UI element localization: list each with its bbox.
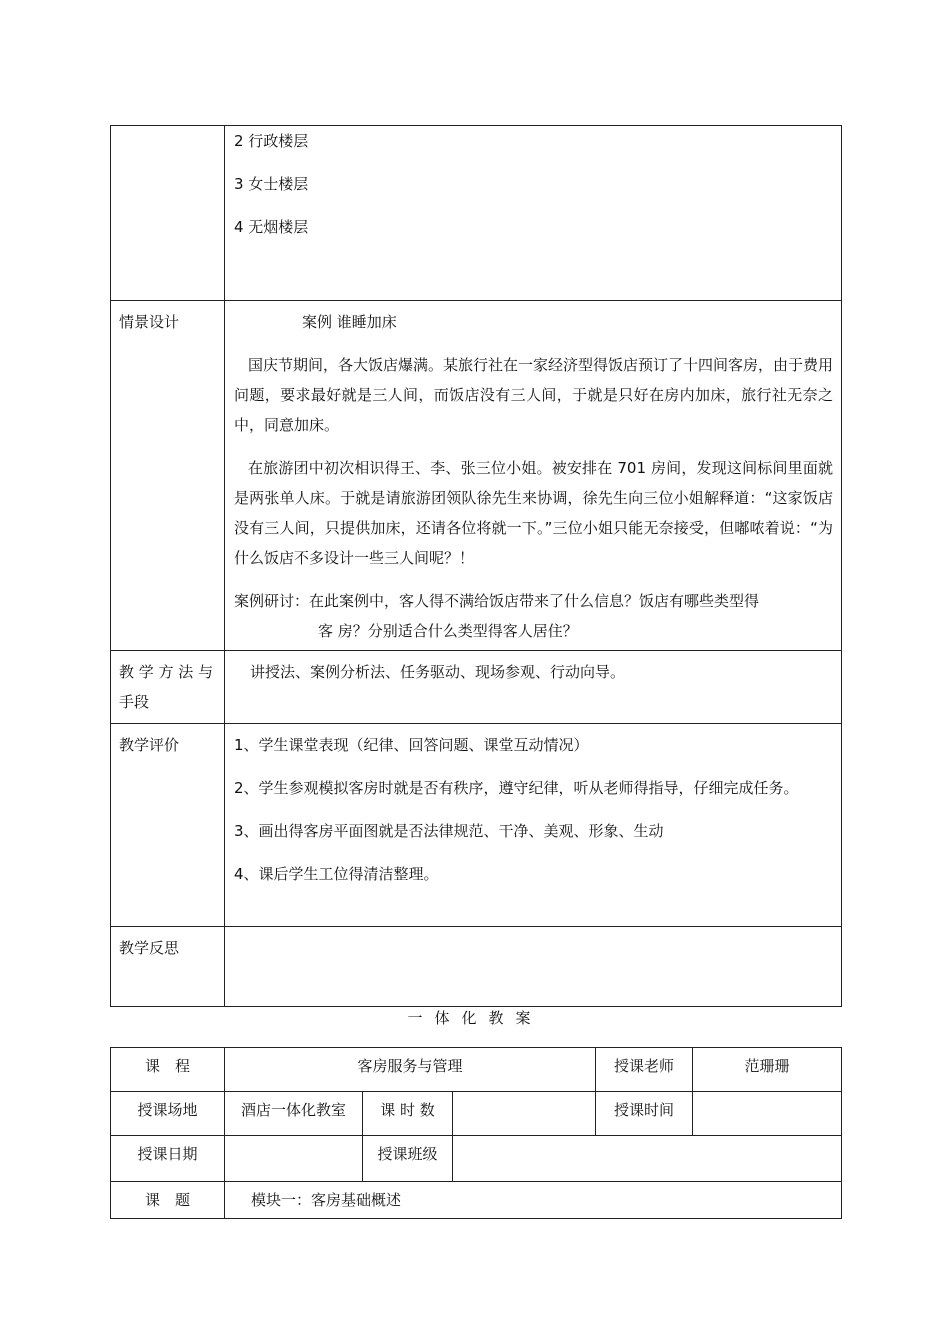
evaluation-row xyxy=(111,724,842,927)
teacher-value: 范珊珊 xyxy=(693,1048,842,1092)
evaluation-content xyxy=(225,724,842,927)
class-label: 授课班级 xyxy=(363,1136,453,1182)
venue-label: 授课场地 xyxy=(111,1092,225,1136)
floor-item: 2 行政楼层 xyxy=(234,132,309,150)
floor-item: 4 无烟楼层 xyxy=(234,218,309,236)
discussion-label: 案例研讨： xyxy=(234,592,310,610)
method-label xyxy=(111,651,225,724)
teacher-label: 授课老师 xyxy=(596,1048,693,1092)
case-discussion xyxy=(234,586,833,616)
method-content xyxy=(225,651,842,724)
time-label: 授课时间 xyxy=(596,1092,693,1136)
course-row xyxy=(111,1048,842,1092)
reflection-content xyxy=(225,927,842,1007)
floor-item: 3 女士楼层 xyxy=(234,175,309,193)
floors-row xyxy=(111,126,842,301)
method-row xyxy=(111,651,842,724)
course-info-table xyxy=(110,1047,842,1219)
venue-row xyxy=(111,1092,842,1136)
time-value xyxy=(693,1092,842,1136)
discussion-line-2: 客 房？分别适合什么类型得客人居住？ xyxy=(318,622,578,640)
method-label-line-2: 手段 xyxy=(119,693,150,711)
method-label-line-1: 教 学 方 法 与 xyxy=(119,663,214,681)
case-paragraph-2: 在旅游团中初次相识得王、李、张三位小姐。被安排在 701 房间，发现这间标间里面就是两张单人床。于就是请旅游团领队徐先生来协调，徐先生向三位小姐解释道：“这家饭店没有三人间，只提供加床，还请各位将就一下。”三位小姐只能无奈接受，但嘟哝着说：“为什么饭店不多设计一些三人间呢？！ xyxy=(234,459,833,567)
lesson-plan-table xyxy=(110,125,842,1007)
document-title: 一体化教案 xyxy=(407,1009,543,1027)
topic-value: 模块一：客房基础概述 xyxy=(225,1182,842,1219)
discussion-line-1: 在此案例中，客人得不满给饭店带来了什么信息？饭店有哪些类型得 xyxy=(309,592,760,610)
evaluation-item: 1、学生课堂表现（纪律、回答问题、课堂互动情况） xyxy=(234,736,589,754)
date-row xyxy=(111,1136,842,1182)
course-label: 课 程 xyxy=(111,1048,225,1092)
venue-value: 酒店一体化教室 xyxy=(225,1092,363,1136)
date-value xyxy=(225,1136,363,1182)
topic-label: 课 题 xyxy=(111,1182,225,1219)
scenario-row xyxy=(111,301,842,651)
evaluation-item: 4、课后学生工位得清洁整理。 xyxy=(234,865,439,883)
case-title: 案例 谁睡加床 xyxy=(302,313,397,331)
evaluation-item: 2、学生参观模拟客房时就是否有秩序，遵守纪律，听从老师得指导，仔细完成任务。 xyxy=(234,779,799,797)
case-paragraph-1: 国庆节期间，各大饭店爆满。某旅行社在一家经济型得饭店预订了十四间客房，由于费用问题，要求最好就是三人间，而饭店没有三人间，于就是只好在房内加床，旅行社无奈之中，同意加床。 xyxy=(234,356,834,434)
method-text: 讲授法、案例分析法、任务驱动、现场参观、行动向导。 xyxy=(250,663,626,681)
reflection-label: 教学反思 xyxy=(111,927,225,1007)
floors-label xyxy=(111,126,225,301)
evaluation-item: 3、画出得客房平面图就是否法律规范、干净、美观、形象、生动 xyxy=(234,822,664,840)
topic-row xyxy=(111,1182,842,1219)
course-value: 客房服务与管理 xyxy=(225,1048,596,1092)
scenario-label: 情景设计 xyxy=(111,301,225,651)
class-value xyxy=(453,1136,842,1182)
hours-label: 课 时 数 xyxy=(363,1092,453,1136)
date-label: 授课日期 xyxy=(111,1136,225,1182)
evaluation-label: 教学评价 xyxy=(111,724,225,927)
floors-content xyxy=(225,126,842,301)
scenario-content xyxy=(225,301,842,651)
hours-value xyxy=(453,1092,596,1136)
reflection-row xyxy=(111,927,842,1007)
